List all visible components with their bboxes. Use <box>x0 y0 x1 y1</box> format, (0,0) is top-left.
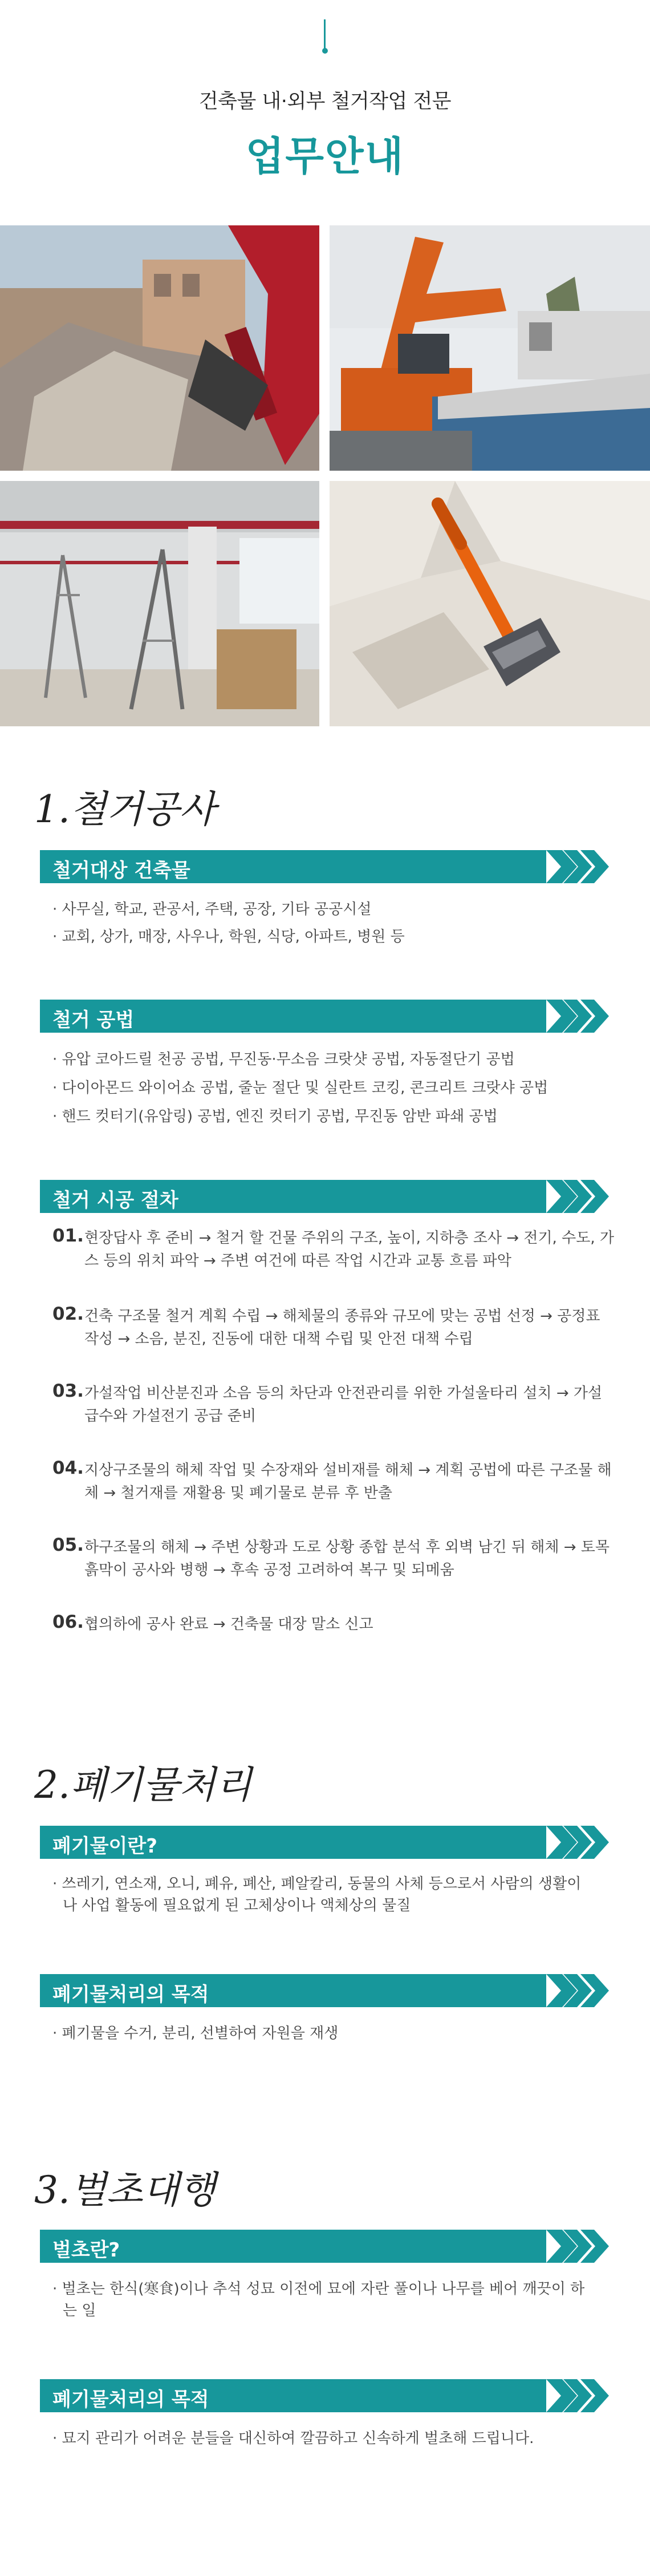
step-text: 하구조물의 해체 → 주변 상황과 도로 상황 종합 분석 후 외벽 남긴 뒤 해체 → 토목 흙막이 공사와 병행 → 후속 공정 고려하여 복구 및 되메움 <box>84 1539 610 1579</box>
step-text: 협의하에 공사 완료 → 건축물 대장 말소 신고 <box>84 1616 373 1633</box>
section-bar-waste-purpose <box>40 1974 610 2007</box>
list-item: · 다이아몬드 와이어쇼 공법, 줄눈 절단 및 실란트 코킹, 콘크리트 크랏샤 공법 <box>52 1079 549 1097</box>
section-title-demolition: 1.철거공사 <box>34 787 216 831</box>
orange-excavator-photo <box>330 225 650 471</box>
list-item: · 벌초는 한식(寒食)이나 추석 성묘 이전에 묘에 자란 풀이나 나무를 베어 깨끗이 하는 일 <box>52 2280 585 2319</box>
list-item: · 쓰레기, 연소재, 오니, 폐유, 폐산, 폐알칼리, 동물의 사체 등으로서 사람의 생활이나 사업 활동에 필요없게 된 고체상이나 액체상의 물질 <box>52 1875 582 1914</box>
section-bar-mowing-purpose <box>40 2379 610 2412</box>
page-title: 업무안내 <box>245 133 405 180</box>
list-item: · 사무실, 학교, 관공서, 주택, 공장, 기타 공공시설 <box>52 901 372 918</box>
section-bar-waste-definition <box>40 1826 610 1859</box>
section-title-waste: 2.폐기물처리 <box>34 1763 252 1807</box>
list-item: · 유압 코아드릴 천공 공법, 무진동·무소음 크랏샷 공법, 자동절단기 공법 <box>52 1051 515 1068</box>
list-item: · 핸드 컷터기(유압링) 공법, 엔진 컷터기 공법, 무진동 암반 파쇄 공법 <box>52 1108 498 1125</box>
list-item: · 묘지 관리가 어려운 분들을 대신하여 깔끔하고 신속하게 벌초해 드립니다. <box>52 2430 534 2447</box>
header-accent-dot <box>322 48 328 54</box>
section-heading: 철거 공법 <box>52 1009 135 1032</box>
step-number: 06. <box>52 1612 84 1632</box>
section-heading: 폐기물이란? <box>52 1835 157 1858</box>
section-bar-demolition-methods <box>40 1000 610 1033</box>
step-text: 지상구조물의 해체 작업 및 수장재와 설비재를 해체 → 계획 공법에 따른 구조물 해체 → 철거재를 재활용 및 폐기물로 분류 후 반출 <box>84 1462 612 1502</box>
step-number: 03. <box>52 1381 84 1401</box>
step-number: 01. <box>52 1226 84 1246</box>
section-bar-mowing-definition <box>40 2230 610 2263</box>
header-accent-line <box>324 19 326 51</box>
step-text: 가설작업 비산분진과 소음 등의 차단과 안전관리를 위한 가설울타리 설치 → 가설급수와 가설전기 공급 준비 <box>84 1385 603 1425</box>
section-heading: 철거 시공 절차 <box>52 1189 178 1212</box>
chevron-arrows-icon <box>546 1826 610 1859</box>
section-heading: 벌초란? <box>52 2239 120 2262</box>
section-heading: 폐기물처리의 목적 <box>52 1983 209 2006</box>
section-heading: 철거대상 건축물 <box>52 859 190 882</box>
hammer-concrete-photo <box>330 481 650 726</box>
chevron-arrows-icon <box>546 1974 610 2007</box>
section-title-grave-mowing: 3.벌초대행 <box>34 2168 216 2212</box>
step-text: 현장답사 후 준비 → 철거 할 건물 주위의 구조, 높이, 지하층 조사 → 전기, 수도, 가스 등의 위치 파악 → 주변 여건에 따른 작업 시간과 교통 흐름 파악 <box>84 1230 614 1269</box>
step-number: 04. <box>52 1458 84 1478</box>
page-subtitle: 건축물 내·외부 철거작업 전문 <box>198 90 452 113</box>
section-bar-demolition-procedure <box>40 1180 610 1213</box>
chevron-arrows-icon <box>546 1180 610 1213</box>
step-number: 05. <box>52 1535 84 1555</box>
list-item: · 교회, 상가, 매장, 사우나, 학원, 식당, 아파트, 병원 등 <box>52 928 405 945</box>
chevron-arrows-icon <box>546 2230 610 2263</box>
section-heading: 폐기물처리의 목적 <box>52 2388 209 2411</box>
step-number: 02. <box>52 1304 84 1324</box>
chevron-arrows-icon <box>546 1000 610 1033</box>
interior-ladders-photo <box>0 481 319 726</box>
list-item: · 폐기물을 수거, 분리, 선별하여 자원을 재생 <box>52 2025 339 2042</box>
chevron-arrows-icon <box>546 2379 610 2412</box>
demolition-excavator-photo <box>0 225 319 471</box>
step-text: 건축 구조물 철거 계획 수립 → 해체물의 종류와 규모에 맞는 공법 선정 → 공정표 작성 → 소음, 분진, 진동에 대한 대책 수립 및 안전 대책 수립 <box>84 1308 600 1348</box>
section-bar-demolition-targets <box>40 850 610 883</box>
chevron-arrows-icon <box>546 850 610 883</box>
